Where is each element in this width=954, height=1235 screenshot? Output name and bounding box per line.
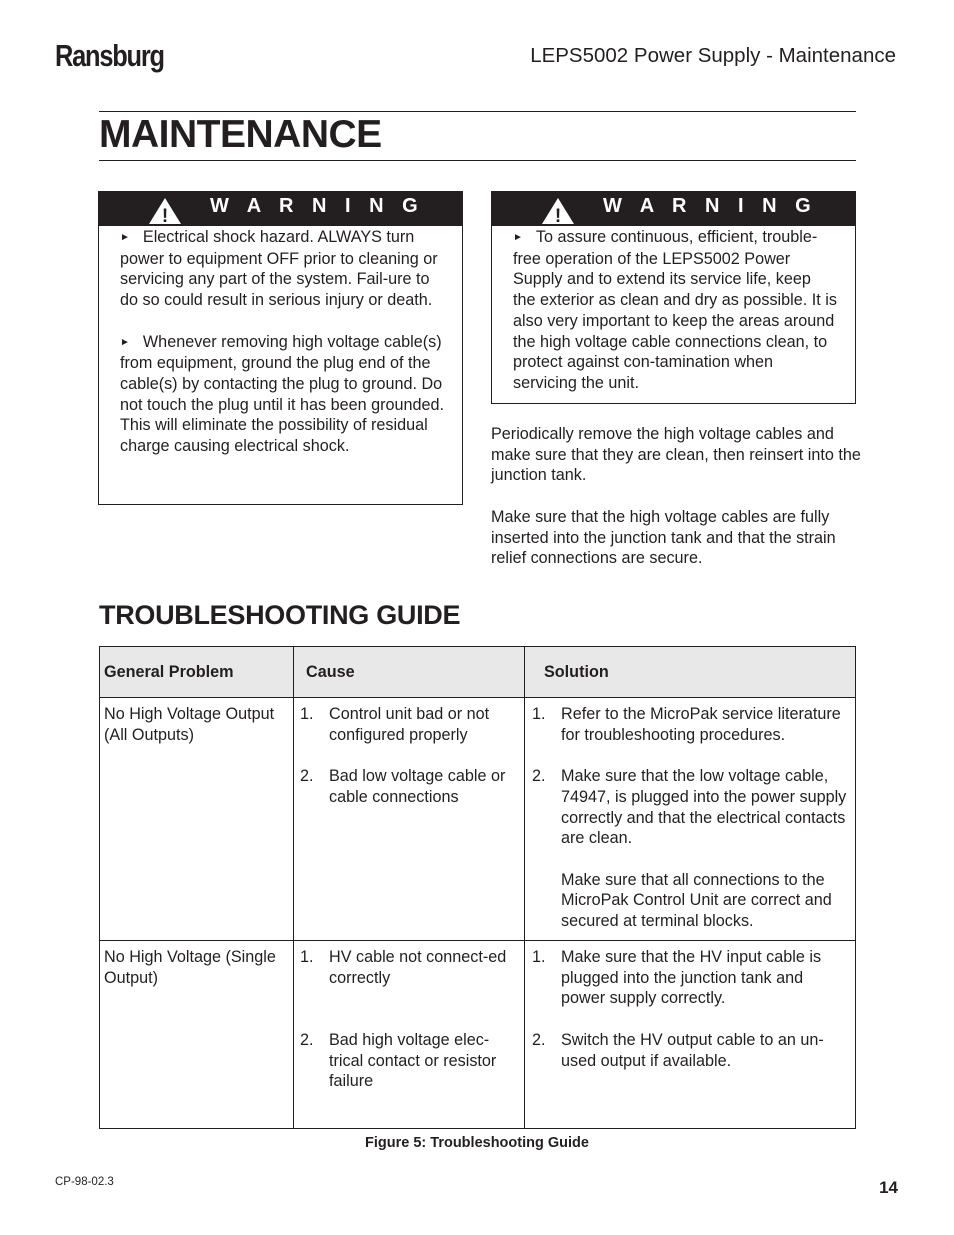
bullet-arrow-icon: ► xyxy=(120,232,130,243)
warning-item: ► Electrical shock hazard. ALWAYS turn power to equipment OFF prior to cleaning or servicing any part of the system. Fail-ure to do so could result in serious injury or death. xyxy=(120,228,438,310)
table-row xyxy=(100,941,856,1129)
warning-body xyxy=(99,226,462,457)
solution-cell xyxy=(525,941,856,1129)
title-rule-bottom xyxy=(99,160,856,161)
section-title: TROUBLESHOOTING GUIDE xyxy=(99,600,461,630)
list-item: 1. Make sure that the HV input cable is plugged into the junction tank and power supply correctly. xyxy=(532,948,822,1008)
paragraph: Make sure that the high voltage cables are fully inserted into the junction tank and that the strain relief connections are secure. xyxy=(491,507,836,568)
list-item: 2. Make sure that the low voltage cable, 74947, is plugged into the power supply correctly and that the electrical contacts are clean. Make sure that all connections to the MicroPak Control Unit are correct and secured at terminal blocks. xyxy=(532,767,847,930)
list-item: 1. Refer to the MicroPak service literature for troubleshooting procedures. xyxy=(532,705,841,744)
paragraph: Periodically remove the high voltage cables and make sure that they are clean, then reinsert into the junction tank. xyxy=(491,425,861,485)
cause-cell xyxy=(294,698,525,941)
problem-cell: No High Voltage Output (All Outputs) xyxy=(100,698,294,941)
list-item: 2. Bad low voltage cable or cable connections xyxy=(300,767,506,806)
maintenance-text xyxy=(491,424,861,569)
title-rule-top xyxy=(99,111,856,112)
warning-item: ► Whenever removing high voltage cable(s) from equipment, ground the plug end of the cable(s) by contacting the plug to ground. Do not touch the plug until it has been grounded. This will eliminate the possibility of residual charge causing electrical shock. xyxy=(120,332,444,456)
column-header: General Problem xyxy=(100,647,294,698)
solution-cell xyxy=(525,698,856,941)
ransburg-logo: Ransburg xyxy=(55,38,164,73)
bullet-arrow-icon: ► xyxy=(120,336,130,348)
list-item: 2. Bad high voltage elec-trical contact or resistor failure xyxy=(300,1030,497,1091)
warning-item: ► To assure continuous, efficient, trouble-free operation of the LEPS5002 Power Supply and to extend its service life, keep the exterior as clean and dry as possible. It is also very important to keep the areas around the high voltage cable connections clean, to protect against con-tamination when servicing the unit. xyxy=(513,228,837,392)
list-item: 1. HV cable not connect-ed correctly xyxy=(300,948,507,987)
warning-box-shock xyxy=(98,191,463,505)
document-number: CP-98-02.3 xyxy=(55,1176,114,1188)
cause-cell xyxy=(294,941,525,1129)
column-header: Solution xyxy=(525,647,856,698)
header-title: LEPS5002 Power Supply - Maintenance xyxy=(530,44,896,67)
problem-cell: No High Voltage (Single Output) xyxy=(100,941,294,1129)
svg-text:!: ! xyxy=(161,206,169,225)
column-header: Cause xyxy=(294,647,525,698)
warning-triangle-icon xyxy=(541,197,575,225)
list-item: 1. Control unit bad or not configured properly xyxy=(300,705,490,744)
warning-label: W A R N I N G xyxy=(603,195,818,217)
list-item: 2. Switch the HV output cable to an un-used output if available. xyxy=(532,1030,824,1070)
figure-caption: Figure 5: Troubleshooting Guide xyxy=(365,1135,589,1151)
warning-triangle-icon xyxy=(148,197,182,225)
bullet-arrow-icon: ► xyxy=(513,232,523,243)
warning-label: W A R N I N G xyxy=(210,195,425,217)
troubleshooting-table xyxy=(99,646,856,1129)
page-title: MAINTENANCE xyxy=(99,113,382,156)
table-row xyxy=(100,698,856,941)
table-header-row xyxy=(100,647,856,698)
page-number: 14 xyxy=(879,1178,898,1197)
warning-header xyxy=(492,192,855,226)
warning-header xyxy=(99,192,462,226)
warning-body xyxy=(492,226,855,394)
warning-box-cleaning xyxy=(491,191,856,404)
svg-text:!: ! xyxy=(554,206,562,225)
